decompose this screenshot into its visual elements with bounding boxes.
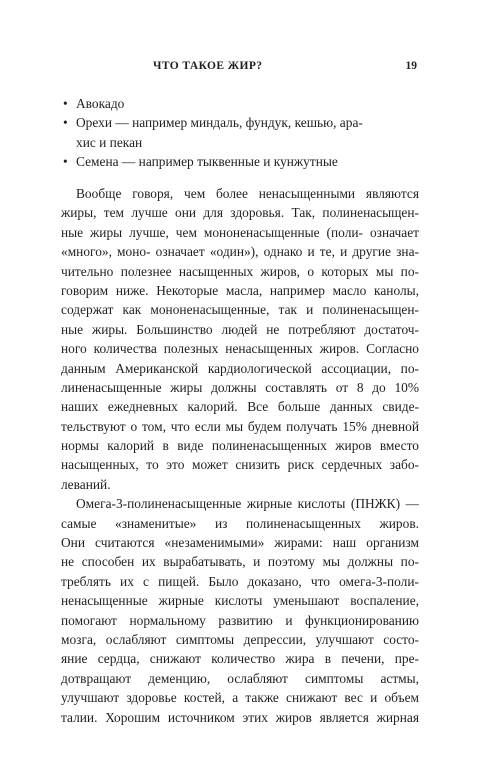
text-line: треблять их с пищей. Было доказано, что омега-3-поли- [61,573,419,589]
bullet-line: хис и пекан [76,134,143,150]
bullet-line: Орехи — например миндаль, фундук, кешью, ара- [76,115,363,131]
text-line: мозга, ослабляют симптомы депрессии, улучшают состо- [61,631,419,647]
text-line: Они считаются «незаменимыми» жирами: наш организм [61,535,419,551]
text-line: «много», моно- означает «один»), однако и те, и другие зна- [61,244,419,260]
text-line: говорим ниже. Некоторые масла, например масло канолы, [61,282,419,298]
text-line: данным Американской кардиологической ассоциации, по- [61,360,419,376]
page-number: 19 [405,60,417,72]
text-line: леваний. [61,476,111,492]
text-line: помогают нормальному развитию и функционированию [61,612,419,628]
text-line: нормы калорий в виде полиненасыщенных жиров вместо [61,438,419,454]
text-line: яние сердца, снижают количество жира в печени, пре- [61,651,419,667]
text-line: ного количества полезных ненасыщенных жиров. Согласно [61,341,419,357]
body-text [61,184,419,727]
text-line: насыщенных, то это может снизить риск сердечных забо- [61,457,419,473]
text-line: наших ежедневных калорий. Все больше данных свиде- [61,399,419,415]
text-line: талии. Хорошим источником этих жиров является жирная [61,709,419,725]
text-line: ные жиры. Большинство людей не потребляют достаточ- [61,321,419,337]
paragraph [61,494,419,727]
bullet-item [61,94,421,113]
bullet-dot-icon: • [63,96,68,111]
text-line: жиры, тем лучше они для здоровья. Так, полиненасыщен- [61,205,419,221]
bullet-item [61,152,421,171]
text-line: содержат как мононенасыщенные, так и полиненасыщен- [61,302,419,318]
bullet-line: Семена — например тыквенные и кунжутные [76,154,338,170]
bullet-line: Авокадо [76,96,125,111]
text-line: Вообще говоря, чем более ненасыщенными являются [76,186,419,201]
text-line: тельствуют о том, что если мы будем получать 15% дневной [61,418,419,434]
bullet-item [61,113,421,152]
bullet-dot-icon: • [63,154,68,170]
bullet-list [61,94,421,172]
text-line: самые «знаменитые» из полиненасыщенных жиров. [61,515,419,531]
running-title: ЧТО ТАКОЕ ЖИР? [153,60,263,72]
text-line: улучшают здоровье костей, а также снижают вес и объем [61,690,419,706]
text-line: не способен их вырабатывать, и поэтому мы должны по- [61,554,419,570]
running-head [61,60,417,76]
paragraph [61,184,419,494]
text-line: ные жиры лучше, чем мононенасыщенные (поли- означает [61,224,419,240]
text-line: ненасыщенные жирные кислоты уменьшают воспаление, [61,593,419,609]
text-line: чительно полезнее насыщенных жиров, о которых мы по- [61,263,419,279]
bullet-dot-icon: • [63,115,68,131]
text-line: Омега-3-полиненасыщенные жирные кислоты (ПНЖК) — [76,496,419,512]
text-line: линенасыщенные жиры должны составлять от 8 до 10% [61,379,419,395]
text-line: дотвращают деменцию, ослабляют симптомы астмы, [61,670,419,686]
